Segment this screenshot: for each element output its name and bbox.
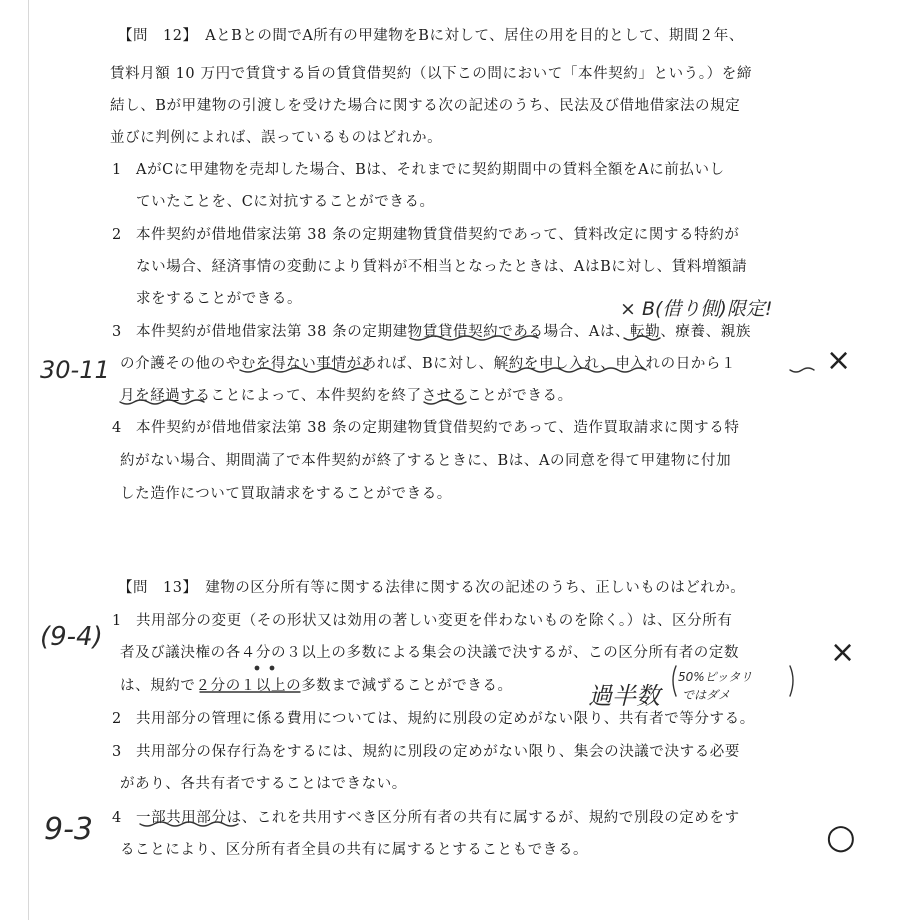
q13-option-1-line-3: は、規約で２分の１以上の多数まで減ずることができる。 <box>120 678 513 694</box>
q12-option-4-line-3: した造作について買取請求をすることができる。 <box>120 486 452 502</box>
q12-option-2-line-1 <box>112 223 739 244</box>
emphasis-dot-1 <box>255 666 260 671</box>
q12-option-2-line-3: 求をすることができる。 <box>136 291 303 307</box>
q13-option-2-text-1: 共用部分の管理に係る費用については、規約に別段の定めがない限り、共有者で等分する。 <box>136 711 755 727</box>
handwritten-note-majority-sub2: ではダメ <box>682 688 731 702</box>
q12-option-1-line-1 <box>112 158 725 179</box>
handwritten-note-majority: 過半数 <box>588 682 660 710</box>
handwritten-ref-30-11: 30-11 <box>40 356 110 384</box>
q13-option-4-number: 4 <box>112 810 122 826</box>
q12-stem-line-1: 賃料月額 10 万円で賃貸する旨の賃貸借契約（以下この問において「本件契約」という。）を締 <box>110 66 752 82</box>
q12-option-3-number: 3 <box>112 324 122 340</box>
q12-option-1-number: 1 <box>112 162 122 178</box>
q12-option-3-text-1: 本件契約が借地借家法第 38 条の定期建物賃貸借契約である場合、Aは、転勤、療養、親族 <box>136 324 751 340</box>
scan-edge <box>28 0 29 920</box>
q12-option-4-line-2: 約がない場合、期間満了で本件契約が終了するときに、Bは、Aの同意を得て甲建物に付加 <box>120 453 732 469</box>
q12-option-4-line-1 <box>112 416 739 437</box>
q12-header: 【問 12】 AとBとの間でA所有の甲建物をBに対して、居住の用を目的として、期間２年、 <box>118 28 744 44</box>
q13-option-4-text-1: 一部共用部分は、これを共用すべき区分所有者の共有に属するが、規約で別段の定めをす <box>136 810 740 826</box>
q13-option-4-line-2: ることにより、区分所有者全員の共有に属するとすることもできる。 <box>120 842 589 858</box>
cross-mark-q12-3: × <box>826 343 852 378</box>
q13-option-3-line-1 <box>112 740 740 761</box>
q12-option-3-line-3: 月を経過することによって、本件契約を終了させることができる。 <box>120 388 573 404</box>
handwritten-ref-9-4: (9-4) <box>40 622 103 652</box>
q12-option-1-text-1: AがCに甲建物を売却した場合、Bは、それまでに契約期間中の賃料全額をAに前払いし <box>136 162 725 178</box>
q12-stem-line-3: 並びに判例によれば、誤っているものはどれか。 <box>110 130 443 146</box>
q13-header: 【問 13】 建物の区分所有等に関する法律に関する次の記述のうち、正しいものはどれか。 <box>118 580 746 596</box>
q12-option-1-line-2: ていたことを、Cに対抗することができる。 <box>136 194 435 210</box>
cross-mark-q13-1: × <box>830 635 856 670</box>
q13-option-4-line-1 <box>112 806 740 827</box>
handwritten-ref-9-3: 9-3 <box>44 812 93 847</box>
q12-option-2-line-2: ない場合、経済事情の変動により賃料が不相当となったときは、AはBに対し、賃料増額請 <box>136 259 748 275</box>
circle-mark-q13-4: ○ <box>826 817 856 857</box>
handwritten-note-majority-sub1: 50%ピッタリ <box>678 670 753 684</box>
q12-option-3-line-1 <box>112 320 751 341</box>
handwritten-note-b-only: × B(借り側)限定! <box>620 298 773 320</box>
q12-option-2-text-1: 本件契約が借地借家法第 38 条の定期建物賃貸借契約であって、賃料改定に関する特約が <box>136 227 740 243</box>
emphasis-dot-2 <box>270 666 275 671</box>
underline-one-month <box>790 368 814 372</box>
q13-option-1-number: 1 <box>112 613 122 629</box>
q12-option-2-number: 2 <box>112 227 122 243</box>
q13-option-1-line-2: 者及び議決権の各４分の３以上の多数による集会の決議で決するが、この区分所有者の定数 <box>120 645 740 661</box>
q12-option-4-number: 4 <box>112 420 122 436</box>
q13-option-3-line-2: があり、各共有者ですることはできない。 <box>120 776 407 792</box>
q12-stem-line-2: 結し、Bが甲建物の引渡しを受けた場合に関する次の記述のうち、民法及び借地借家法の規定 <box>110 98 741 114</box>
q13-option-3-number: 3 <box>112 744 122 760</box>
q13-option-2-number: 2 <box>112 711 122 727</box>
q12-option-4-text-1: 本件契約が借地借家法第 38 条の定期建物賃貸借契約であって、造作買取請求に関する特 <box>136 420 740 436</box>
q12-option-3-line-2: の介護その他のやむを得ない事情があれば、Bに対し、解約を申し入れ、申入れの日から１ <box>120 356 737 372</box>
q13-option-1-text-1: 共用部分の変更（その形状又は効用の著しい変更を伴わないものを除く。）は、区分所有 <box>136 613 733 629</box>
q13-option-1-line-1 <box>112 609 732 630</box>
q13-option-3-text-1: 共用部分の保存行為をするには、規約に別段の定めがない限り、集会の決議で決する必要 <box>136 744 740 760</box>
